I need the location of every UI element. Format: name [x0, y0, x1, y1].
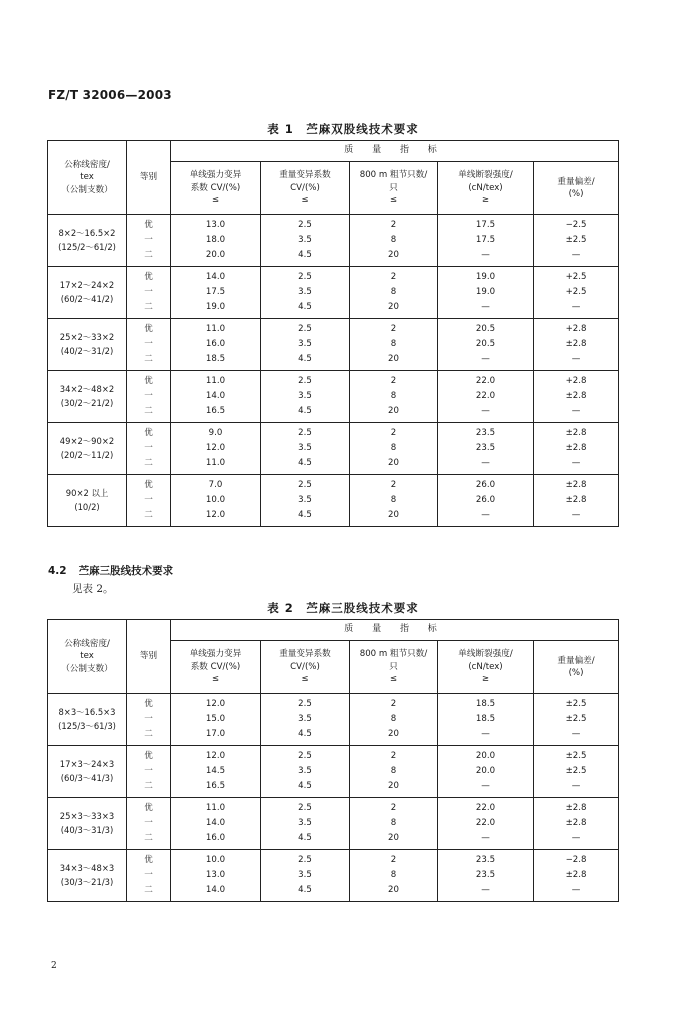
- col-weight-cv-header: 重量变异系数 CV/(%) ≤: [261, 162, 350, 215]
- table-row: [48, 423, 619, 475]
- col-deviation-header: 重量偏差/ (%): [534, 641, 619, 694]
- strength-cell: 17.5 17.5 —: [438, 215, 534, 267]
- knots-cell: 2 8 20: [350, 215, 438, 267]
- grade-cell: 优 一 二: [127, 475, 171, 527]
- cv-cell: 7.0 10.0 12.0: [171, 475, 261, 527]
- table-row: [48, 798, 619, 850]
- quality-index-header: 质 量 指 标: [171, 141, 619, 162]
- col-grade-header: 等别: [127, 141, 171, 215]
- col-strength-header: 单线断裂强度/ (cN/tex) ≥: [438, 641, 534, 694]
- grade-cell: 优 一 二: [127, 798, 171, 850]
- table-row: [48, 850, 619, 902]
- strength-cell: 23.5 23.5 —: [438, 850, 534, 902]
- col-density-header: 公称线密度/ tex （公制支数）: [48, 620, 127, 694]
- table2-caption: 表 2 苎麻三股线技术要求: [267, 601, 419, 615]
- quality-index-header: 质 量 指 标: [171, 620, 619, 641]
- density-cell: 25×2～33×2 (40/2～31/2): [48, 319, 127, 371]
- cv-cell: 11.0 14.0 16.5: [171, 371, 261, 423]
- col-grade-header: 等别: [127, 620, 171, 694]
- weight-cv-cell: 2.5 3.5 4.5: [261, 746, 350, 798]
- cv-cell: 11.0 14.0 16.0: [171, 798, 261, 850]
- weight-cv-cell: 2.5 3.5 4.5: [261, 475, 350, 527]
- table-row: [48, 694, 619, 746]
- weight-cv-cell: 2.5 3.5 4.5: [261, 371, 350, 423]
- strength-cell: 23.5 23.5 —: [438, 423, 534, 475]
- weight-cv-cell: 2.5 3.5 4.5: [261, 423, 350, 475]
- strength-cell: 22.0 22.0 —: [438, 798, 534, 850]
- deviation-cell: ±2.8 ±2.8 —: [534, 423, 619, 475]
- col-density-header: 公称线密度/ tex （公制支数）: [48, 141, 127, 215]
- deviation-cell: ±2.5 ±2.5 —: [534, 694, 619, 746]
- knots-cell: 2 8 20: [350, 475, 438, 527]
- table1-caption: 表 1 苎麻双股线技术要求: [267, 122, 419, 136]
- deviation-cell: +2.8 ±2.8 —: [534, 371, 619, 423]
- table1: [47, 140, 619, 527]
- knots-cell: 2 8 20: [350, 371, 438, 423]
- knots-cell: 2 8 20: [350, 267, 438, 319]
- page-number: 2: [51, 961, 57, 971]
- deviation-cell: +2.5 +2.5 —: [534, 267, 619, 319]
- table-row: [48, 746, 619, 798]
- knots-cell: 2 8 20: [350, 798, 438, 850]
- section-number: 4.2: [48, 565, 67, 577]
- deviation-cell: −2.5 ±2.5 —: [534, 215, 619, 267]
- knots-cell: 2 8 20: [350, 746, 438, 798]
- table2: [47, 619, 619, 902]
- standard-code: FZ/T 32006—2003: [48, 88, 172, 102]
- deviation-cell: ±2.8 ±2.8 —: [534, 475, 619, 527]
- cv-cell: 10.0 13.0 14.0: [171, 850, 261, 902]
- grade-cell: 优 一 二: [127, 319, 171, 371]
- knots-cell: 2 8 20: [350, 850, 438, 902]
- col-cv-header: 单线强力变异 系数 CV/(%) ≤: [171, 641, 261, 694]
- grade-cell: 优 一 二: [127, 215, 171, 267]
- section-body-text: 见表 2。: [72, 583, 114, 595]
- table-row: [48, 267, 619, 319]
- table-row: [48, 215, 619, 267]
- col-knots-header: 800 m 粗节只数/ 只 ≤: [350, 641, 438, 694]
- cv-cell: 11.0 16.0 18.5: [171, 319, 261, 371]
- grade-cell: 优 一 二: [127, 423, 171, 475]
- grade-cell: 优 一 二: [127, 694, 171, 746]
- density-cell: 34×2～48×2 (30/2～21/2): [48, 371, 127, 423]
- knots-cell: 2 8 20: [350, 319, 438, 371]
- weight-cv-cell: 2.5 3.5 4.5: [261, 319, 350, 371]
- section-title: 苎麻三股线技术要求: [78, 565, 174, 577]
- col-knots-header: 800 m 粗节只数/ 只 ≤: [350, 162, 438, 215]
- density-cell: 8×2～16.5×2 (125/2～61/2): [48, 215, 127, 267]
- deviation-cell: +2.8 ±2.8 —: [534, 319, 619, 371]
- table-row: [48, 371, 619, 423]
- grade-cell: 优 一 二: [127, 267, 171, 319]
- weight-cv-cell: 2.5 3.5 4.5: [261, 267, 350, 319]
- col-weight-cv-header: 重量变异系数 CV/(%) ≤: [261, 641, 350, 694]
- cv-cell: 12.0 14.5 16.5: [171, 746, 261, 798]
- col-deviation-header: 重量偏差/ (%): [534, 162, 619, 215]
- cv-cell: 14.0 17.5 19.0: [171, 267, 261, 319]
- grade-cell: 优 一 二: [127, 746, 171, 798]
- density-cell: 49×2～90×2 (20/2～11/2): [48, 423, 127, 475]
- section-heading: [48, 563, 185, 578]
- deviation-cell: ±2.8 ±2.8 —: [534, 798, 619, 850]
- table-row: [48, 319, 619, 371]
- cv-cell: 9.0 12.0 11.0: [171, 423, 261, 475]
- strength-cell: 22.0 22.0 —: [438, 371, 534, 423]
- col-cv-header: 单线强力变异 系数 CV/(%) ≤: [171, 162, 261, 215]
- weight-cv-cell: 2.5 3.5 4.5: [261, 694, 350, 746]
- col-strength-header: 单线断裂强度/ (cN/tex) ≥: [438, 162, 534, 215]
- density-cell: 17×2～24×2 (60/2～41/2): [48, 267, 127, 319]
- density-cell: 25×3～33×3 (40/3～31/3): [48, 798, 127, 850]
- density-cell: 17×3～24×3 (60/3～41/3): [48, 746, 127, 798]
- deviation-cell: −2.8 ±2.8 —: [534, 850, 619, 902]
- strength-cell: 19.0 19.0 —: [438, 267, 534, 319]
- strength-cell: 20.5 20.5 —: [438, 319, 534, 371]
- knots-cell: 2 8 20: [350, 423, 438, 475]
- weight-cv-cell: 2.5 3.5 4.5: [261, 798, 350, 850]
- strength-cell: 18.5 18.5 —: [438, 694, 534, 746]
- strength-cell: 26.0 26.0 —: [438, 475, 534, 527]
- density-cell: 90×2 以上 (10/2): [48, 475, 127, 527]
- cv-cell: 13.0 18.0 20.0: [171, 215, 261, 267]
- knots-cell: 2 8 20: [350, 694, 438, 746]
- strength-cell: 20.0 20.0 —: [438, 746, 534, 798]
- grade-cell: 优 一 二: [127, 850, 171, 902]
- grade-cell: 优 一 二: [127, 371, 171, 423]
- weight-cv-cell: 2.5 3.5 4.5: [261, 215, 350, 267]
- table-row: [48, 475, 619, 527]
- density-cell: 8×3～16.5×3 (125/3～61/3): [48, 694, 127, 746]
- cv-cell: 12.0 15.0 17.0: [171, 694, 261, 746]
- density-cell: 34×3～48×3 (30/3～21/3): [48, 850, 127, 902]
- deviation-cell: ±2.5 ±2.5 —: [534, 746, 619, 798]
- weight-cv-cell: 2.5 3.5 4.5: [261, 850, 350, 902]
